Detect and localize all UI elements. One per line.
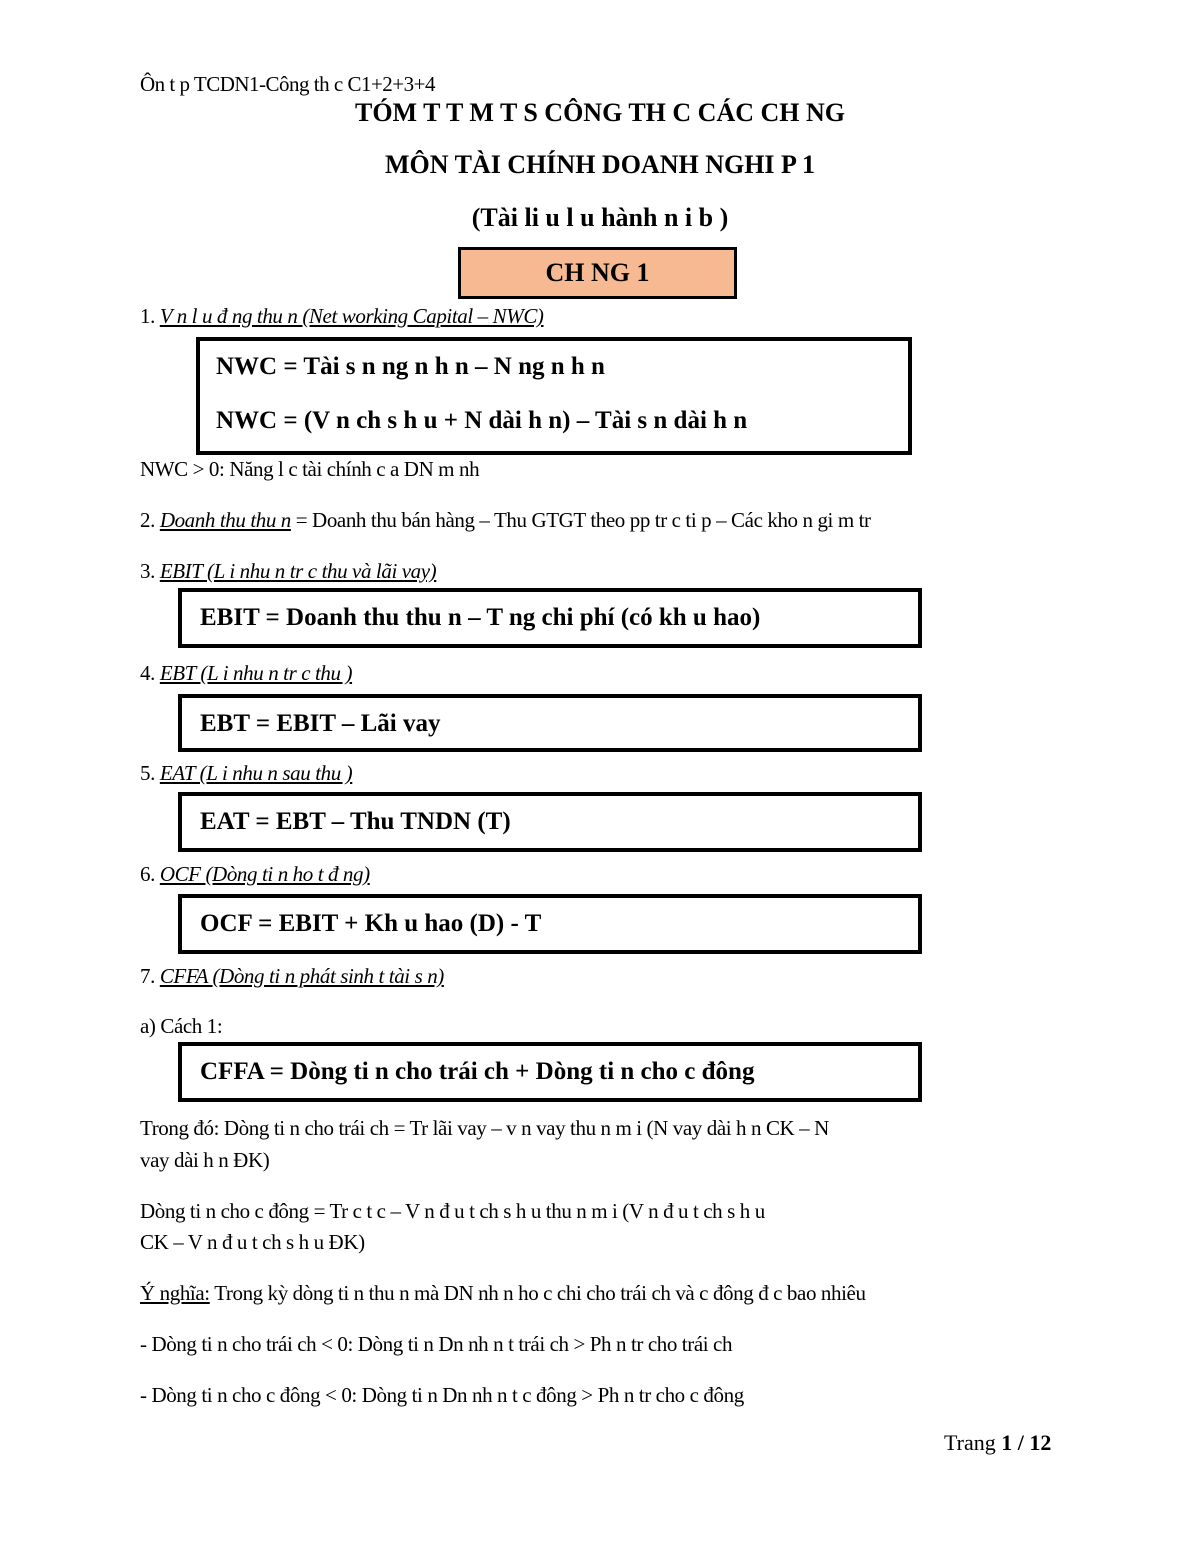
nwc-note: NWC > 0: Năng l c tài chính c a DN m nh bbox=[140, 457, 480, 481]
item-5-heading bbox=[140, 761, 352, 786]
title-line-3: (Tài li u l u hành n i b ) bbox=[471, 203, 729, 232]
method-1-label: a) Cách 1: bbox=[140, 1014, 223, 1038]
page-number-separator: / bbox=[1012, 1430, 1030, 1455]
paragraph-creditor-cashflow-2: vay dài h n ĐK) bbox=[140, 1148, 270, 1172]
paragraph-shareholder-cashflow-2: CK – V n đ u t ch s h u ĐK) bbox=[140, 1230, 365, 1254]
item-number: 1. bbox=[140, 304, 155, 328]
page-number-total: 12 bbox=[1029, 1430, 1052, 1455]
formula-eat: EAT = EBT – Thu TNDN (T) bbox=[200, 808, 511, 835]
item-6-heading bbox=[140, 862, 370, 887]
formula-nwc-2: NWC = (V n ch s h u + N dài h n) – Tài s n dài h n bbox=[216, 407, 748, 434]
item-number: 5. bbox=[140, 761, 155, 785]
chapter-heading: CH NG 1 bbox=[458, 247, 737, 299]
item-number: 6. bbox=[140, 862, 155, 886]
paragraph-shareholder-cashflow-1: Dòng ti n cho c đông = Tr c t c – V n đ u t ch s h u thu n m i (V n đ u t ch s h u bbox=[140, 1199, 765, 1223]
paragraph-creditor-cashflow-1: Trong đó: Dòng ti n cho trái ch = Tr lãi vay – v n vay thu n m i (N vay dài h n CK – N bbox=[140, 1116, 829, 1140]
item-number: 2. bbox=[140, 508, 155, 532]
formula-ebit: EBIT = Doanh thu thu n – T ng chi phí (có kh u hao) bbox=[200, 604, 761, 631]
formula-box-ebt bbox=[178, 694, 922, 752]
item-4-heading bbox=[140, 661, 352, 686]
item-label: V n l u đ ng thu n (Net working Capital – NWC) bbox=[159, 304, 544, 328]
item-number: 4. bbox=[140, 661, 155, 685]
page-number bbox=[944, 1430, 1051, 1456]
paragraph-meaning bbox=[140, 1281, 866, 1306]
meaning-label: Ý nghĩa: bbox=[140, 1281, 210, 1305]
title-line-1: TÓM T T M T S CÔNG TH C CÁC CH NG bbox=[354, 98, 845, 127]
item-1-heading bbox=[140, 304, 544, 329]
item-7-heading bbox=[140, 964, 444, 989]
item-label: EAT (L i nhu n sau thu ) bbox=[159, 761, 353, 785]
formula-cffa: CFFA = Dòng ti n cho trái ch + Dòng ti n cho c đông bbox=[200, 1058, 755, 1085]
item-definition: = Doanh thu bán hàng – Thu GTGT theo pp tr c ti p – Các kho n gi m tr bbox=[290, 508, 871, 532]
formula-ebt: EBT = EBIT – Lãi vay bbox=[200, 710, 441, 737]
title-line-2: MÔN TÀI CHÍNH DOANH NGHI P 1 bbox=[385, 150, 815, 179]
item-3-heading bbox=[140, 559, 436, 584]
item-number: 3. bbox=[140, 559, 155, 583]
page-number-current: 1 bbox=[1001, 1430, 1013, 1455]
item-label: OCF (Dòng ti n ho t đ ng) bbox=[159, 862, 370, 886]
item-2-line bbox=[140, 508, 871, 533]
bullet-creditor-negative: - Dòng ti n cho trái ch < 0: Dòng ti n Dn nh n t trái ch > Ph n tr cho trái ch bbox=[140, 1332, 733, 1356]
item-number: 7. bbox=[140, 964, 155, 988]
page-number-prefix: Trang bbox=[944, 1430, 1002, 1455]
formula-box-ebit bbox=[178, 588, 922, 648]
page-header: Ôn t p TCDN1-Công th c C1+2+3+4 bbox=[140, 72, 435, 96]
formula-box-ocf bbox=[178, 894, 922, 954]
meaning-text: Trong kỳ dòng ti n thu n mà DN nh n ho c chi cho trái ch và c đông đ c bao nhiêu bbox=[209, 1281, 866, 1305]
item-label: Doanh thu thu n bbox=[159, 508, 291, 532]
item-label: CFFA (Dòng ti n phát sinh t tài s n) bbox=[159, 964, 444, 988]
formula-box-cffa bbox=[178, 1042, 922, 1102]
bullet-shareholder-negative: - Dòng ti n cho c đông < 0: Dòng ti n Dn nh n t c đông > Ph n tr cho c đông bbox=[140, 1383, 744, 1407]
formula-box-nwc bbox=[196, 337, 912, 455]
formula-nwc-1: NWC = Tài s n ng n h n – N ng n h n bbox=[216, 353, 605, 380]
formula-box-eat bbox=[178, 792, 922, 852]
item-label: EBT (L i nhu n tr c thu ) bbox=[159, 661, 353, 685]
item-label: EBIT (L i nhu n tr c thu và lãi vay) bbox=[159, 559, 437, 583]
formula-ocf: OCF = EBIT + Kh u hao (D) - T bbox=[200, 910, 542, 937]
